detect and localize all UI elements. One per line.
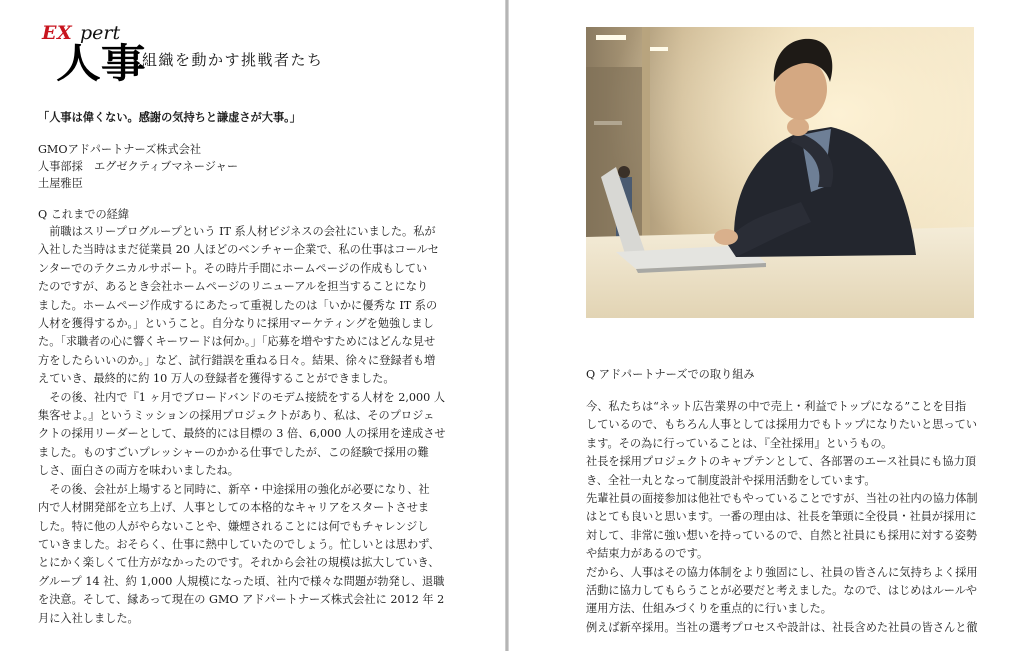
q2-line: ます。その為に行っていることは、『全社採用』というもの。 [586, 436, 893, 450]
q1-line: 前職はスリープログループという IT 系人材ビジネスの会社にいました。私が [38, 225, 436, 238]
left-page [0, 0, 505, 651]
person-name: 土屋雅臣 [38, 177, 83, 190]
portrait-photo-image [586, 27, 974, 318]
q1-line: 内で人材開発部を立ち上げ、人事としての本格的なキャリアをスタートさせま [38, 501, 430, 515]
q2-line: や結束力があるのです。 [586, 547, 709, 561]
q1-line: ました。ものすごいプレッシャーのかかる仕事でしたが、この経験で採用の難 [38, 445, 429, 459]
q1-line: 方をしたらいいのか。」など、試行錯誤を重ねる日々。結果、徐々に登録者も増 [38, 353, 436, 367]
q1-line: た。「求職者の心に響くキーワードは何か。」「応募を増やすためにはどんな見せ [38, 335, 436, 349]
position-title: 人事部採 エグゼクティブマネージャー [38, 160, 239, 173]
q1-line: しさ、面白さの両方を味わいましたね。 [38, 464, 239, 478]
q1-line: 集客せよ。』というミッションの採用プロジェクトがあり、私は、そのプロジェ [38, 409, 435, 423]
q2-line: 運用方法、仕組みづくりを重点的に行いました。 [586, 602, 832, 616]
q2-heading: Q アドパートナーズでの取り組み [586, 368, 755, 381]
article-quote: 「人事は偉くない。感謝の気持ちと謙虚さが大事。」 [38, 110, 301, 124]
q1-line: えていき、最終的に約 10 万人の登録者を獲得することができました。 [38, 372, 395, 386]
q1-line: たのですが、あるとき会社ホームページのリニューアルを担当することになり [38, 280, 429, 294]
company-name: GMOアドパートナーズ株式会社 [38, 143, 202, 156]
q2-line: 例えば新卒採用。当社の選考プロセスや設計は、社長含めた社員の皆さんと徹 [586, 620, 978, 634]
q2-line: だから、人事はその協力体制をより強固にし、社員の皆さんに気持ちよく採用 [586, 565, 978, 579]
q2-line: 今、私たちは“ネット広告業界の中で売上・利益でトップになる”ことを目指 [586, 400, 967, 413]
logo-ex-text: EX [42, 22, 73, 44]
logo-tagline: 組織を動かす挑戦者たち [142, 51, 324, 69]
q2-line: 活動に協力してもらうことが必要だと考えました。なので、はじめはルールや [586, 584, 978, 598]
q1-heading-text: Q これまでの経緯 [38, 208, 130, 221]
q1-line: その後、会社が上場すると同時に、新卒・中途採用の強化が必要になり、社 [38, 482, 430, 496]
q1-body [38, 223, 446, 628]
logo-pert-text: pert [80, 22, 121, 44]
right-page [509, 0, 1022, 651]
q1-line: グループ 14 社、約 1,000 人規模になった頃、社内で様々な問題が勃発し、退職 [38, 574, 445, 588]
q1-line: クトの採用リーダーとして、最終的には目標の 3 倍、6,000 人の採用を達成させ [38, 427, 446, 441]
q2-line: 先輩社員の面接参加は他社でもやっていることですが、当社の社内の協力体制 [586, 492, 978, 506]
q2-line: はとても良いと思います。一番の理由は、社長を筆頭に全役員・社員が採用に [586, 510, 977, 524]
expert-jinji-logo [42, 22, 342, 90]
q1-line: を決意。そして、縁あって現在の GMO アドパートナーズ株式会社に 2012 年 2 [38, 593, 445, 607]
q1-line: とにかく楽しくて仕方がなかったのです。それから会社の規模は拡大していき、 [38, 556, 440, 570]
q1-line: 入社した当時はまだ従業員 20 人ほどのベンチャー企業で、私の仕事はコールセ [38, 243, 439, 257]
q2-line: 社長を採用プロジェクトのキャプテンとして、各部署のエース社員にも協力頂 [586, 455, 976, 469]
logo-main-text: 人事 [56, 40, 146, 87]
q1-line: ンターでのテクニカルサポート。その時片手間にホームページの作成もしてい [38, 261, 428, 275]
q1-line: 月に入社しました。 [38, 611, 139, 625]
q1-line: その後、社内で『1 ヶ月でブロードバンドのモデム接続をする人材を 2,000 人 [38, 390, 446, 404]
q1-line: ていきました。おそらく、仕事に熱中していたのでしょう。忙しいとは思わず、 [38, 537, 440, 551]
q2-line: 対して、非常に強い想いを持っているので、自然と社員にも採用に対する姿勢 [586, 528, 978, 542]
q2-body [586, 398, 986, 637]
q1-line: した。特に他の人がやらないことや、嫌煙されることには何でもチャレンジし [38, 519, 429, 533]
q1-heading [38, 205, 129, 224]
q2-line: き、全社一丸となって制度設計や採用活動をしています。 [586, 473, 876, 487]
q2-line: しているので、もちろん人事としては採用力でもトップになりたいと思ってい [586, 418, 978, 432]
portrait-photo [586, 27, 974, 318]
q1-line: ました。ホームページ作成するにあたって重視したのは「いかに優秀な IT 系の [38, 298, 438, 312]
q1-line: 人材を獲得するか。」ということ。自分なりに採用マーケティングを勉強しまし [38, 317, 434, 331]
